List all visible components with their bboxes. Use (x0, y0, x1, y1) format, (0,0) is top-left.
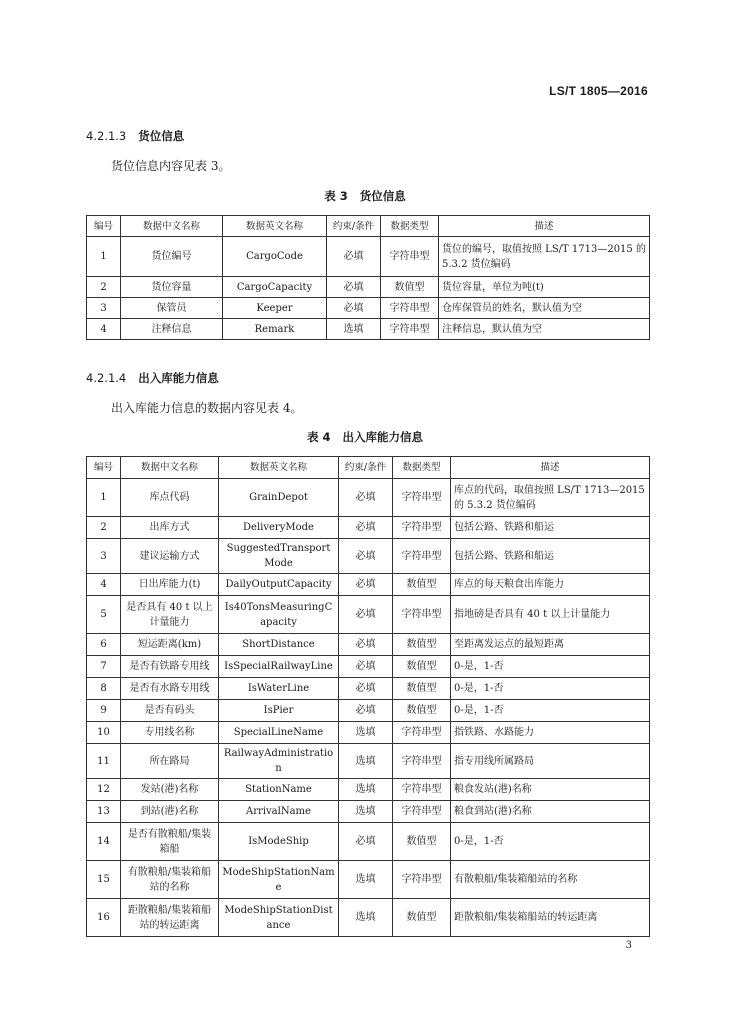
table-cell: 粮食发站(港)名称 (451, 779, 650, 801)
table-cell: 16 (87, 899, 121, 937)
table-cell: 数值型 (381, 277, 439, 298)
column-header: 编号 (87, 457, 121, 479)
section-title: 货位信息 (138, 129, 185, 143)
table-row (87, 700, 650, 722)
table-cell: 指专用线所属路局 (451, 744, 650, 779)
table-cell: DeliveryMode (219, 517, 339, 539)
table-header-row (87, 216, 650, 237)
table-cell: 必填 (339, 700, 393, 722)
table-cell: 字符串型 (393, 596, 451, 634)
table-cell: 数值型 (393, 700, 451, 722)
table-cell: 字符串型 (393, 479, 451, 517)
section-heading-capacity (86, 370, 219, 386)
table-cell: CargoCode (223, 237, 327, 277)
table-cell: 专用线名称 (121, 722, 219, 744)
table-cell: 距散粮船/集装箱船站的转运距离 (121, 899, 219, 937)
table-cell: 指地磅是否具有 40 t 以上计量能力 (451, 596, 650, 634)
table-cell: 包括公路、铁路和船运 (451, 517, 650, 539)
table-row (87, 517, 650, 539)
table-cell: 8 (87, 678, 121, 700)
table-cell: IsSpecialRailwayLine (219, 656, 339, 678)
section-title: 出入库能力信息 (138, 371, 219, 385)
table-row (87, 574, 650, 596)
table-cell: 13 (87, 801, 121, 823)
table-cell: 出库方式 (121, 517, 219, 539)
capacity-info-table (86, 456, 650, 937)
table-row (87, 479, 650, 517)
table-cell: 是否有水路专用线 (121, 678, 219, 700)
table-cell: ModeShipStationDistance (219, 899, 339, 937)
table-cell: 字符串型 (393, 722, 451, 744)
table-cell: 距散粮船/集装箱船站的转运距离 (451, 899, 650, 937)
table-cell: 选填 (339, 801, 393, 823)
table-cell: 选填 (339, 899, 393, 937)
table-cell: 必填 (327, 298, 381, 319)
table-cell: 字符串型 (393, 779, 451, 801)
table-caption-4 (0, 429, 730, 445)
table-cell: ShortDistance (219, 634, 339, 656)
table-cell: SuggestedTransportMode (219, 539, 339, 574)
table-cell: 货位容量 (121, 277, 223, 298)
table-cell: 字符串型 (393, 801, 451, 823)
table-cell: 库点的每天粮食出库能力 (451, 574, 650, 596)
table-cell: 有散粮船/集装箱船站的名称 (121, 861, 219, 899)
table-row (87, 596, 650, 634)
table-cell: 选填 (339, 744, 393, 779)
table-cell: 字符串型 (393, 744, 451, 779)
table-cell: 有散粮船/集装箱船站的名称 (451, 861, 650, 899)
table-row (87, 801, 650, 823)
table-cell: 选填 (339, 722, 393, 744)
table-cell: 库点的代码，取值按照 LS/T 1713—2015 的 5.3.2 货位编码 (451, 479, 650, 517)
table-row (87, 899, 650, 937)
table-number: 表 3 (324, 189, 348, 203)
table-row (87, 744, 650, 779)
table-cell: 0-是，1-否 (451, 678, 650, 700)
table-cell: 选填 (339, 779, 393, 801)
table-cell: 2 (87, 277, 121, 298)
table-cell: 数值型 (393, 678, 451, 700)
table-title: 货位信息 (359, 189, 406, 203)
table-cell: 注释信息 (121, 319, 223, 340)
section-paragraph: 出入库能力信息的数据内容见表 4。 (111, 401, 303, 415)
table-cell: 必填 (339, 479, 393, 517)
table-cell: 7 (87, 656, 121, 678)
column-header: 约束/条件 (327, 216, 381, 237)
table-cell: Is40TonsMeasuringCapacity (219, 596, 339, 634)
table-cell: 0-是，1-否 (451, 700, 650, 722)
table-row (87, 319, 650, 340)
table-header-row (87, 457, 650, 479)
section-paragraph: 货位信息内容见表 3。 (111, 159, 231, 173)
table-cell: ArrivalName (219, 801, 339, 823)
column-header: 数据类型 (393, 457, 451, 479)
column-header: 数据中文名称 (121, 216, 223, 237)
table-row (87, 539, 650, 574)
table-cell: 到站(港)名称 (121, 801, 219, 823)
column-header: 数据英文名称 (219, 457, 339, 479)
table-cell: 必填 (339, 634, 393, 656)
table-cell: 数值型 (393, 574, 451, 596)
table-cell: 2 (87, 517, 121, 539)
table-cell: 字符串型 (393, 539, 451, 574)
table-cell: 5 (87, 596, 121, 634)
table-row (87, 861, 650, 899)
table-row (87, 634, 650, 656)
table-cell: Remark (223, 319, 327, 340)
table-cell: 3 (87, 539, 121, 574)
table-cell: 必填 (327, 237, 381, 277)
table-cell: 1 (87, 237, 121, 277)
table-cell: 货位编号 (121, 237, 223, 277)
table-cell: 是否有散粮船/集装箱船 (121, 823, 219, 861)
table-row (87, 779, 650, 801)
table-cell: DailyOutputCapacity (219, 574, 339, 596)
column-header: 数据类型 (381, 216, 439, 237)
table-cell: 仓库保管员的姓名，默认值为空 (439, 298, 650, 319)
table-cell: 字符串型 (393, 517, 451, 539)
table-cell: 指铁路、水路能力 (451, 722, 650, 744)
table-cell: 15 (87, 861, 121, 899)
section-number: 4.2.1.4 (86, 371, 127, 385)
table-cell: 10 (87, 722, 121, 744)
column-header: 约束/条件 (339, 457, 393, 479)
table-cell: 必填 (327, 277, 381, 298)
table-cell: 4 (87, 319, 121, 340)
table-cell: 0-是，1-否 (451, 656, 650, 678)
table-cell: 所在路局 (121, 744, 219, 779)
page-number: 3 (625, 940, 632, 951)
table-cell: 货位容量，单位为吨(t) (439, 277, 650, 298)
table-row (87, 678, 650, 700)
table-cell: 数值型 (393, 656, 451, 678)
table-cell: 数值型 (393, 899, 451, 937)
table-cell: 必填 (339, 539, 393, 574)
table-cell: 必填 (339, 574, 393, 596)
table-cell: 选填 (327, 319, 381, 340)
table-cell: 必填 (339, 517, 393, 539)
column-header: 编号 (87, 216, 121, 237)
table-row (87, 237, 650, 277)
column-header: 数据中文名称 (121, 457, 219, 479)
table-cell: 数值型 (393, 823, 451, 861)
table-row (87, 823, 650, 861)
section-number: 4.2.1.3 (86, 129, 127, 143)
table-cell: 字符串型 (381, 319, 439, 340)
table-cell: 6 (87, 634, 121, 656)
table-cell: 短运距离(km) (121, 634, 219, 656)
table-title: 出入库能力信息 (342, 430, 423, 444)
table-cell: 选填 (339, 861, 393, 899)
table-number: 表 4 (306, 430, 331, 444)
table-cell: 建议运输方式 (121, 539, 219, 574)
table-cell: 11 (87, 744, 121, 779)
table-cell: 发站(港)名称 (121, 779, 219, 801)
table-cell: 必填 (339, 596, 393, 634)
table-cell: ModeShipStationName (219, 861, 339, 899)
table-cell: 字符串型 (381, 298, 439, 319)
table-cell: 字符串型 (381, 237, 439, 277)
table-cell: 数值型 (393, 634, 451, 656)
table-cell: 是否有铁路专用线 (121, 656, 219, 678)
table-cell: RailwayAdministration (219, 744, 339, 779)
table-cell: 保管员 (121, 298, 223, 319)
table-cell: 14 (87, 823, 121, 861)
table-cell: 是否有码头 (121, 700, 219, 722)
column-header: 描述 (451, 457, 650, 479)
table-cell: 12 (87, 779, 121, 801)
column-header: 描述 (439, 216, 650, 237)
table-cell: GrainDepot (219, 479, 339, 517)
table-cell: 9 (87, 700, 121, 722)
table-cell: 至距离发运点的最短距离 (451, 634, 650, 656)
table-cell: 库点代码 (121, 479, 219, 517)
table-cell: 日出库能力(t) (121, 574, 219, 596)
table-cell: 是否具有 40 t 以上计量能力 (121, 596, 219, 634)
table-cell: 货位的编号，取值按照 LS/T 1713—2015 的 5.3.2 货位编码 (439, 237, 650, 277)
cargo-info-table (86, 215, 650, 340)
table-cell: 字符串型 (393, 861, 451, 899)
section-heading-cargo (86, 128, 184, 144)
standard-code: LS/T 1805—2016 (549, 84, 648, 98)
table-cell: 0-是，1-否 (451, 823, 650, 861)
table-cell: 注释信息，默认值为空 (439, 319, 650, 340)
table-cell: 1 (87, 479, 121, 517)
table-cell: 必填 (339, 678, 393, 700)
table-cell: IsPier (219, 700, 339, 722)
table-row (87, 656, 650, 678)
table-row (87, 722, 650, 744)
table-cell: 必填 (339, 656, 393, 678)
table-cell: CargoCapacity (223, 277, 327, 298)
column-header: 数据英文名称 (223, 216, 327, 237)
table-caption-3 (0, 188, 730, 204)
table-cell: SpecialLineName (219, 722, 339, 744)
table-cell: 包括公路、铁路和船运 (451, 539, 650, 574)
table-cell: Keeper (223, 298, 327, 319)
table-cell: IsModeShip (219, 823, 339, 861)
table-cell: IsWaterLine (219, 678, 339, 700)
table-cell: StationName (219, 779, 339, 801)
table-row (87, 298, 650, 319)
table-cell: 4 (87, 574, 121, 596)
table-cell: 粮食到站(港)名称 (451, 801, 650, 823)
table-cell: 必填 (339, 823, 393, 861)
table-row (87, 277, 650, 298)
table-cell: 3 (87, 298, 121, 319)
